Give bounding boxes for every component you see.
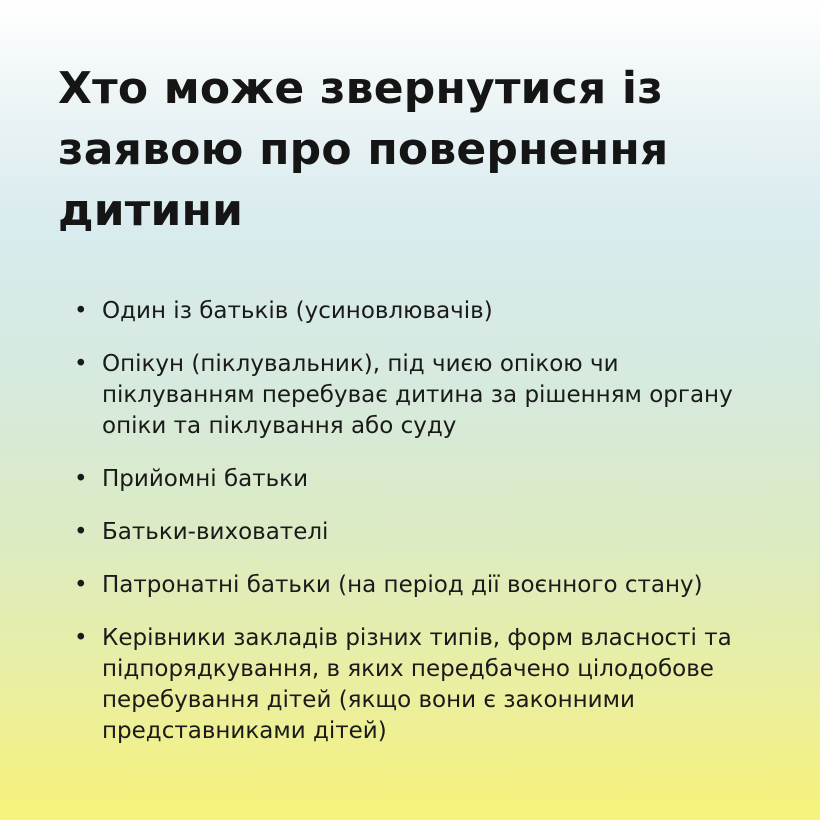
list-item — [74, 296, 754, 327]
list-item-text: Патронатні батьки (на період дії воєнного стану) — [102, 572, 703, 598]
list-item-text: Один із батьків (усиновлювачів) — [102, 298, 493, 324]
page-title: Хто може звернутися із заявою про повернення дитини — [58, 63, 669, 236]
list-item-text: Прийомні батьки — [102, 466, 309, 492]
list-item — [74, 570, 754, 601]
list-item — [74, 349, 754, 442]
list-item — [74, 464, 754, 495]
bullet-icon: • — [74, 625, 88, 651]
list-item-text: Керівники закладів різних типів, форм власності та підпорядкування, в яких передбачено цілодобове перебування дітей (якщо вони є законними представниками дітей) — [102, 625, 732, 744]
list-item-text: Опікун (піклувальник), під чиєю опікою чи піклуванням перебуває дитина за рішенням органу опіки та піклування або суду — [102, 351, 733, 439]
bullet-icon: • — [74, 572, 88, 598]
list-item-text: Батьки-вихователі — [102, 519, 329, 545]
eligible-applicants-list — [74, 296, 754, 769]
bullet-icon: • — [74, 351, 88, 377]
bullet-icon: • — [74, 298, 88, 324]
bullet-icon: • — [74, 519, 88, 545]
list-item — [74, 623, 754, 747]
bullet-icon: • — [74, 466, 88, 492]
list-item — [74, 517, 754, 548]
